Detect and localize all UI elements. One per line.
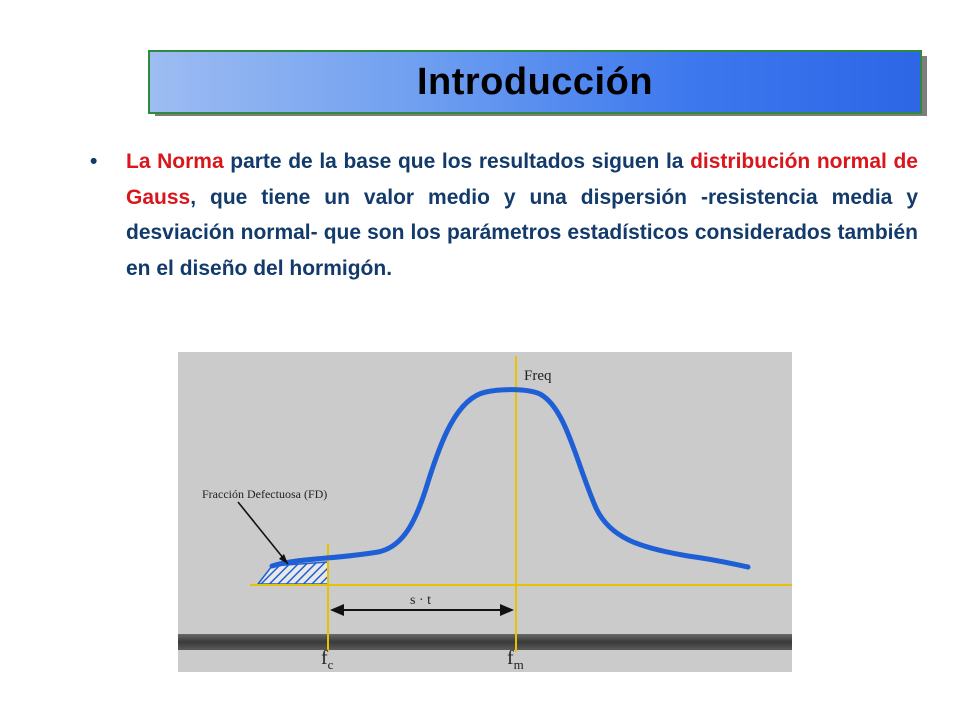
bullet-icon: • <box>90 150 98 173</box>
highlight-distribucion-gauss: distribución normal de Gauss <box>126 150 918 209</box>
gauss-diagram <box>178 352 792 672</box>
dark-band <box>178 634 792 650</box>
freq-label: Freq <box>524 368 552 384</box>
text-segment-1: parte de la base que los resultados siguen la <box>223 150 691 173</box>
title-banner <box>148 50 922 114</box>
gauss-figure <box>178 352 792 672</box>
interval-label: s · t <box>410 593 431 608</box>
fc-label: $f_c$ <box>321 647 334 672</box>
bullet-paragraph <box>90 144 918 286</box>
text-segment-2: , que tiene un valor medio y una dispersión -resistencia media y desviación normal- que son los parámetros estadísticos considerados también en el diseño del hormigón. <box>126 185 918 280</box>
figure-texture <box>178 352 792 672</box>
highlight-la-norma: La Norma <box>126 150 224 173</box>
slide-title: Introducción <box>416 60 654 103</box>
fm-label: $f_m$ <box>507 647 524 672</box>
fraccion-defectuosa-label: Fracción Defectuosa (FD) <box>202 487 328 501</box>
bullet-text <box>126 144 918 286</box>
